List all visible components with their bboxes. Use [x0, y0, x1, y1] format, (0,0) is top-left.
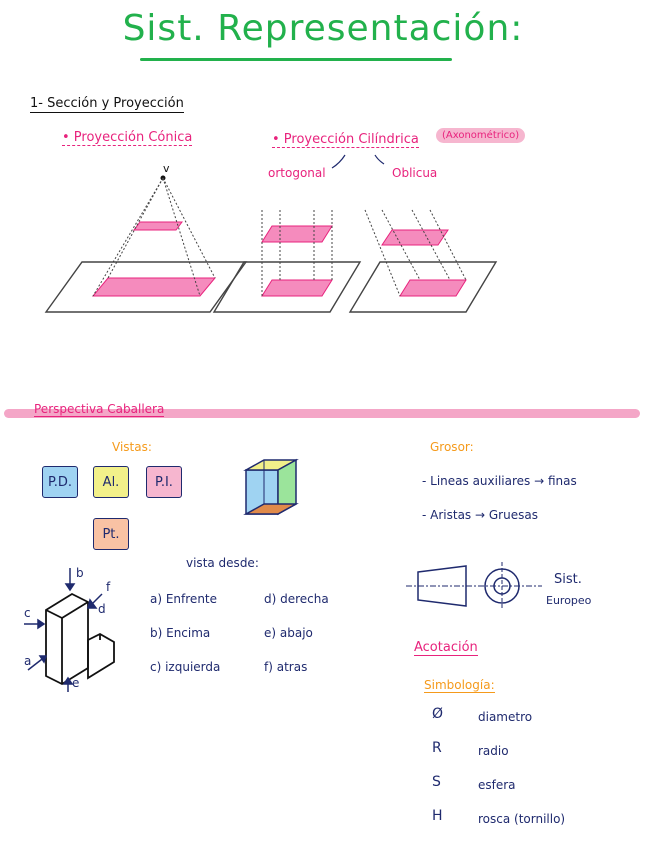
- view-from-item: f) atras: [264, 660, 308, 674]
- symbol-radius: R: [432, 740, 442, 756]
- vertex-label: v: [163, 162, 170, 175]
- arrow-label-e: e: [72, 676, 80, 690]
- symbol-diameter-label: diametro: [478, 710, 533, 724]
- oblique-object-shape: [382, 230, 448, 245]
- ortho-object-shape: [262, 226, 332, 242]
- view-box-al: Al.: [93, 466, 129, 498]
- oblique-projected-shape: [400, 280, 466, 296]
- piece-drawing: [18, 560, 128, 695]
- view-from-title: vista desde:: [186, 556, 259, 570]
- simbologia-title: Simbología:: [424, 678, 495, 692]
- arrow-label-b: b: [76, 566, 84, 580]
- conic-object-shape: [134, 222, 182, 230]
- view-from-item: b) Encima: [150, 626, 211, 640]
- sist-label: Sist.: [554, 572, 582, 587]
- conic-projection-label: • Proyección Cónica: [62, 130, 193, 145]
- view-from-item: a) Enfrente: [150, 592, 218, 606]
- orthogonal-label: ortogonal: [268, 166, 326, 180]
- view-box-pi: P.I.: [146, 466, 182, 498]
- symbol-thread-label: rosca (tornillo): [478, 812, 566, 826]
- views-title: Vistas:: [112, 440, 152, 454]
- acotacion-title: Acotación: [414, 640, 478, 655]
- symbol-thread: H: [432, 808, 443, 824]
- oblique-branch-arrow: [375, 155, 384, 164]
- oblique-ray: [365, 210, 400, 296]
- orthogonal-diagram: [214, 210, 360, 312]
- view-from-item: d) derecha: [264, 592, 329, 606]
- arrow-label-d: d: [98, 602, 106, 616]
- europeo-label: Europeo: [546, 594, 592, 607]
- symbol-sphere-label: esfera: [478, 778, 516, 792]
- view-from-item: c) izquierda: [150, 660, 221, 674]
- view-box-pt: Pt.: [93, 518, 129, 550]
- section1-heading: 1- Sección y Proyección: [30, 96, 184, 111]
- arrow-label-a: a: [24, 654, 32, 668]
- conic-projected-shape: [93, 278, 215, 296]
- ortho-projected-shape: [262, 280, 332, 296]
- axonometric-tag: (Axonométrico): [436, 128, 525, 143]
- ortho-branch-arrow: [332, 155, 345, 168]
- projection-diagrams: [0, 0, 646, 400]
- oblique-diagram: [350, 210, 496, 312]
- arrow-label-f: f: [106, 580, 111, 594]
- conic-diagram: [46, 176, 246, 313]
- symbol-diameter: Ø: [432, 706, 444, 722]
- oblique-label: Oblicua: [392, 166, 438, 180]
- view-box-pd: P.D.: [42, 466, 78, 498]
- grosor-title: Grosor:: [430, 440, 474, 454]
- arrow-label-c: c: [24, 606, 31, 620]
- view-from-item: e) abajo: [264, 626, 313, 640]
- cylindrical-projection-label: • Proyección Cilíndrica: [272, 132, 419, 147]
- colored-cube: [236, 458, 306, 522]
- page-title: Sist. Representación:: [122, 8, 524, 49]
- symbol-sphere: S: [432, 774, 441, 790]
- section2-heading: Perspectiva Caballera: [34, 402, 165, 416]
- european-system-symbol: [404, 560, 544, 614]
- symbol-radius-label: radio: [478, 744, 509, 758]
- grosor-item: - Lineas auxiliares → finas: [422, 474, 577, 488]
- grosor-item: - Aristas → Gruesas: [422, 508, 538, 522]
